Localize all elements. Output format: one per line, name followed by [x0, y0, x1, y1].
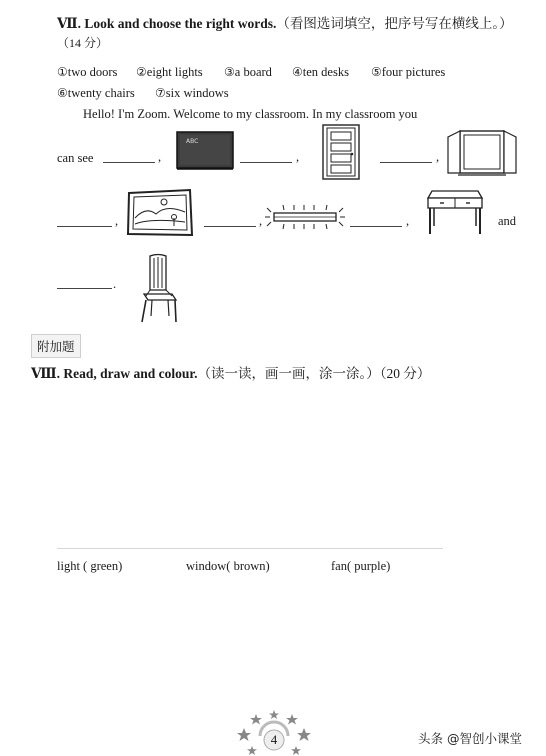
- colour-item-light: light ( green): [57, 559, 123, 573]
- colour-item-window: window( brown): [186, 559, 270, 573]
- board-text: ABC: [186, 138, 199, 145]
- drawing-area-divider: [57, 548, 443, 549]
- option-5: ⑤four pictures: [371, 65, 446, 79]
- answer-blank-7[interactable]: [57, 288, 112, 289]
- page-number: 4: [270, 732, 278, 747]
- section7-label: Ⅶ.: [57, 16, 81, 31]
- window-illustration: [446, 128, 518, 178]
- extra-section-tag: 附加题: [31, 334, 81, 358]
- can-see-text: can see: [57, 151, 94, 165]
- chair-illustration: [138, 252, 180, 324]
- section7-title: [57, 12, 513, 32]
- section8-points: （20 分）: [379, 366, 431, 381]
- section7-title-en: Look and choose the right words.: [84, 16, 277, 31]
- option-6: ⑥twenty chairs: [57, 86, 135, 100]
- section8-title-en: Read, draw and colour.: [63, 366, 198, 381]
- and-word: and: [498, 214, 517, 228]
- colour-item-fan: fan( purple): [331, 559, 391, 573]
- answer-blank-2[interactable]: [240, 162, 292, 163]
- board-illustration: [176, 131, 234, 171]
- answer-blank-1[interactable]: [103, 162, 155, 163]
- answer-blank-5[interactable]: [204, 226, 256, 227]
- comma: ,: [158, 150, 162, 164]
- section8-label: Ⅷ.: [31, 366, 61, 381]
- comma: ,: [406, 214, 410, 228]
- answer-blank-6[interactable]: [350, 226, 402, 227]
- page-number-badge: [236, 710, 312, 756]
- period: .: [113, 277, 117, 291]
- watermark-text: 头条 @智创小课堂: [418, 731, 522, 746]
- answer-blank-4[interactable]: [57, 226, 112, 227]
- option-2: ②eight lights: [136, 65, 203, 79]
- option-7: ⑦six windows: [155, 86, 229, 100]
- comma: ,: [259, 214, 263, 228]
- picture-illustration: [126, 188, 194, 238]
- answer-blank-3[interactable]: [380, 162, 432, 163]
- option-3: ③a board: [224, 65, 272, 79]
- comma: ,: [436, 150, 440, 164]
- option-4: ④ten desks: [292, 65, 349, 79]
- option-1: ①two doors: [57, 65, 118, 79]
- desk-illustration: [422, 188, 484, 238]
- section7-title-cn: （看图选词填空，把序号写在横线上。）: [276, 16, 513, 31]
- door-illustration: [322, 124, 360, 180]
- light-illustration: [264, 203, 346, 231]
- section8-title: [31, 362, 430, 382]
- intro-sentence: Hello! I'm Zoom. Welcome to my classroom. In my classroom you: [83, 107, 418, 121]
- comma: ,: [115, 214, 119, 228]
- comma: ,: [296, 150, 300, 164]
- section7-points: （14 分）: [57, 36, 109, 50]
- section8-title-cn: （读一读，画一画，涂一涂。）: [197, 366, 380, 381]
